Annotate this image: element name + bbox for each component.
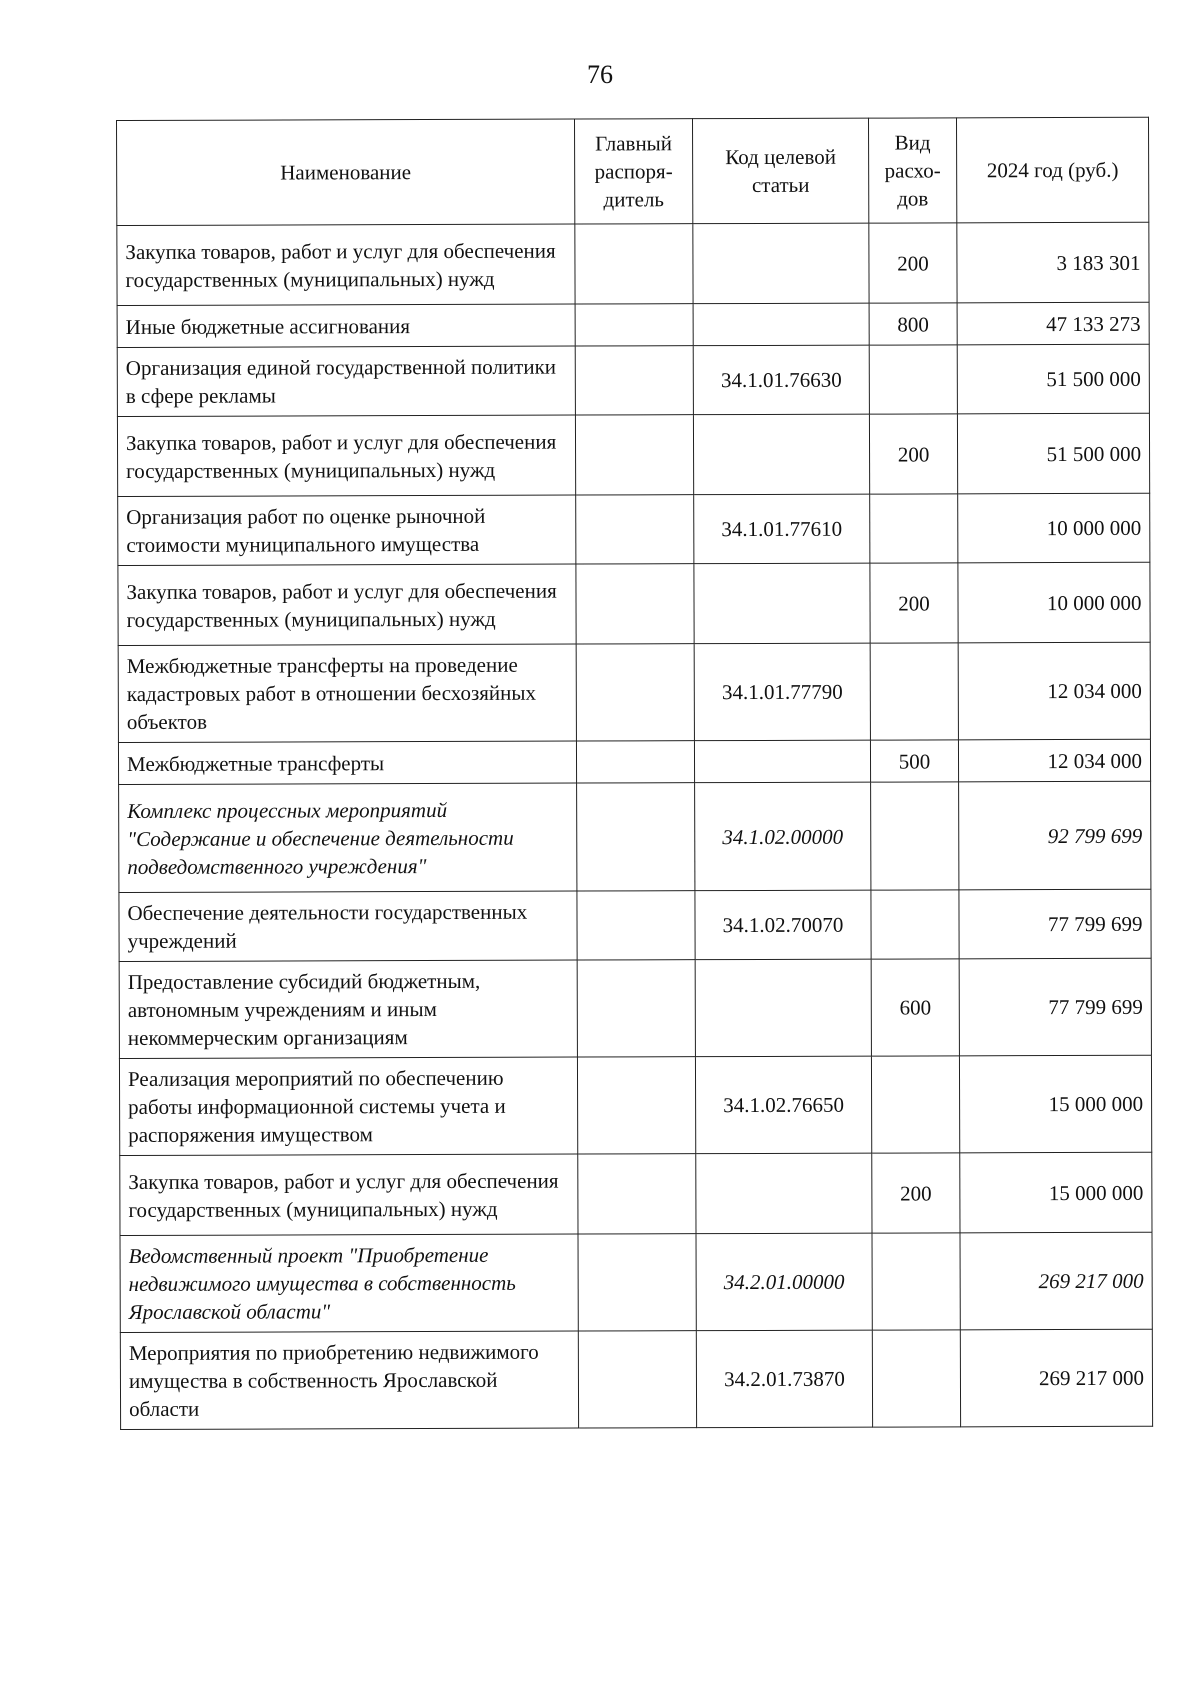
- table-body: [117, 222, 1153, 1429]
- page-number: 76: [587, 60, 613, 89]
- cell-main-manager: [575, 346, 693, 415]
- cell-name: Межбюджетные трансферты: [118, 741, 576, 784]
- cell-name: Предоставление субсидий бюджетным, автономным учреждениям и иным некоммерческим организациям: [119, 960, 577, 1058]
- cell-expense-type: [871, 782, 959, 890]
- cell-name: Комплекс процессных мероприятий "Содержание и обеспечение деятельности подведомственного учреждения": [119, 783, 577, 892]
- cell-amount-2024: 47 133 273: [957, 302, 1149, 345]
- cell-target-code: [693, 303, 869, 346]
- cell-amount-2024: 12 034 000: [958, 739, 1150, 782]
- cell-main-manager: [576, 741, 694, 783]
- cell-name: Мероприятия по приобретению недвижимого имущества в собственность Ярославской области: [120, 1331, 578, 1429]
- header-expense-type: Вид расхо-дов: [868, 118, 956, 223]
- cell-name: Обеспечение деятельности государственных учреждений: [119, 891, 577, 961]
- cell-name: Закупка товаров, работ и услуг для обеспечения государственных (муниципальных) нужд: [120, 1154, 578, 1235]
- cell-target-code: 34.1.01.77610: [694, 494, 870, 564]
- cell-expense-type: [869, 345, 957, 414]
- header-main-manager: Главный распоря-дитель: [574, 119, 692, 224]
- cell-expense-type: 500: [870, 740, 958, 782]
- cell-amount-2024: 15 000 000: [960, 1152, 1152, 1233]
- cell-main-manager: [576, 564, 694, 644]
- cell-main-manager: [575, 415, 693, 495]
- cell-expense-type: [870, 643, 958, 740]
- cell-main-manager: [578, 1331, 696, 1428]
- cell-expense-type: [872, 1330, 960, 1427]
- cell-target-code: [695, 959, 871, 1057]
- cell-main-manager: [578, 1234, 696, 1331]
- cell-name: Межбюджетные трансферты на проведение кадастровых работ в отношении бесхозяйных объектов: [118, 644, 576, 742]
- table-row: [118, 739, 1150, 784]
- table-row: [118, 493, 1150, 565]
- cell-main-manager: [577, 1057, 695, 1154]
- header-target-code: Код целевой статьи: [692, 118, 868, 224]
- cell-expense-type: [872, 1233, 960, 1330]
- cell-amount-2024: 12 034 000: [958, 642, 1150, 740]
- cell-expense-type: 200: [869, 223, 957, 303]
- table-row: [119, 781, 1151, 892]
- cell-expense-type: [871, 1056, 959, 1153]
- cell-target-code: 34.1.02.70070: [695, 890, 871, 960]
- budget-table: [116, 117, 1153, 1430]
- table-row: [118, 642, 1150, 742]
- cell-amount-2024: 269 217 000: [960, 1232, 1152, 1330]
- cell-target-code: [694, 740, 870, 783]
- cell-expense-type: 800: [869, 303, 957, 345]
- table-row: [117, 413, 1149, 496]
- cell-amount-2024: 10 000 000: [958, 493, 1150, 563]
- cell-main-manager: [578, 1154, 696, 1234]
- cell-name: Ведомственный проект "Приобретение недвижимого имущества в собственность Ярославской области": [120, 1234, 578, 1332]
- cell-amount-2024: 3 183 301: [957, 222, 1149, 303]
- cell-name: Иные бюджетные ассигнования: [117, 304, 575, 347]
- cell-target-code: [693, 414, 869, 495]
- table-row: [117, 344, 1149, 416]
- cell-expense-type: 600: [871, 959, 959, 1056]
- cell-main-manager: [577, 783, 695, 891]
- cell-target-code: 34.1.02.00000: [695, 782, 871, 891]
- cell-name: Организация единой государственной политики в сфере рекламы: [117, 346, 575, 416]
- cell-main-manager: [577, 960, 695, 1057]
- cell-amount-2024: 92 799 699: [959, 781, 1151, 890]
- cell-amount-2024: 77 799 699: [959, 958, 1151, 1056]
- cell-amount-2024: 51 500 000: [957, 344, 1149, 414]
- table-row: [119, 1055, 1151, 1155]
- cell-amount-2024: 77 799 699: [959, 889, 1151, 959]
- table-row: [119, 889, 1151, 961]
- cell-amount-2024: 51 500 000: [957, 413, 1149, 494]
- cell-target-code: [696, 1153, 872, 1234]
- cell-amount-2024: 269 217 000: [960, 1329, 1152, 1427]
- cell-amount-2024: 10 000 000: [958, 562, 1150, 643]
- cell-main-manager: [577, 891, 695, 960]
- header-amount-2024: 2024 год (руб.): [956, 117, 1148, 223]
- cell-target-code: 34.2.01.00000: [696, 1233, 872, 1331]
- cell-expense-type: 200: [869, 414, 957, 494]
- cell-expense-type: [871, 890, 959, 959]
- cell-name: Закупка товаров, работ и услуг для обеспечения государственных (муниципальных) нужд: [118, 564, 576, 645]
- header-name: Наименование: [117, 119, 575, 225]
- table-row: [118, 562, 1150, 645]
- table-row: [120, 1152, 1152, 1235]
- table-row: [120, 1232, 1152, 1332]
- cell-main-manager: [576, 495, 694, 564]
- cell-main-manager: [575, 304, 693, 346]
- cell-target-code: [693, 223, 869, 304]
- cell-target-code: [694, 563, 870, 644]
- cell-target-code: 34.1.01.77790: [694, 643, 870, 741]
- cell-target-code: 34.1.02.76650: [695, 1056, 871, 1154]
- cell-name: Организация работ по оценке рыночной стоимости муниципального имущества: [118, 495, 576, 565]
- cell-main-manager: [575, 224, 693, 304]
- table-row: [120, 1329, 1152, 1429]
- cell-name: Закупка товаров, работ и услуг для обеспечения государственных (муниципальных) нужд: [117, 224, 575, 305]
- cell-main-manager: [576, 644, 694, 741]
- table-row: [119, 958, 1151, 1058]
- cell-expense-type: 200: [870, 563, 958, 643]
- table-row: [117, 222, 1149, 305]
- table-header-row: [117, 117, 1149, 225]
- cell-expense-type: [870, 494, 958, 563]
- cell-name: Закупка товаров, работ и услуг для обеспечения государственных (муниципальных) нужд: [117, 415, 575, 496]
- cell-target-code: 34.1.01.76630: [693, 345, 869, 415]
- cell-name: Реализация мероприятий по обеспечению работы информационной системы учета и распоряжения имуществом: [119, 1057, 577, 1155]
- table-row: [117, 302, 1149, 347]
- cell-expense-type: 200: [872, 1153, 960, 1233]
- cell-amount-2024: 15 000 000: [959, 1055, 1151, 1153]
- cell-target-code: 34.2.01.73870: [696, 1330, 872, 1428]
